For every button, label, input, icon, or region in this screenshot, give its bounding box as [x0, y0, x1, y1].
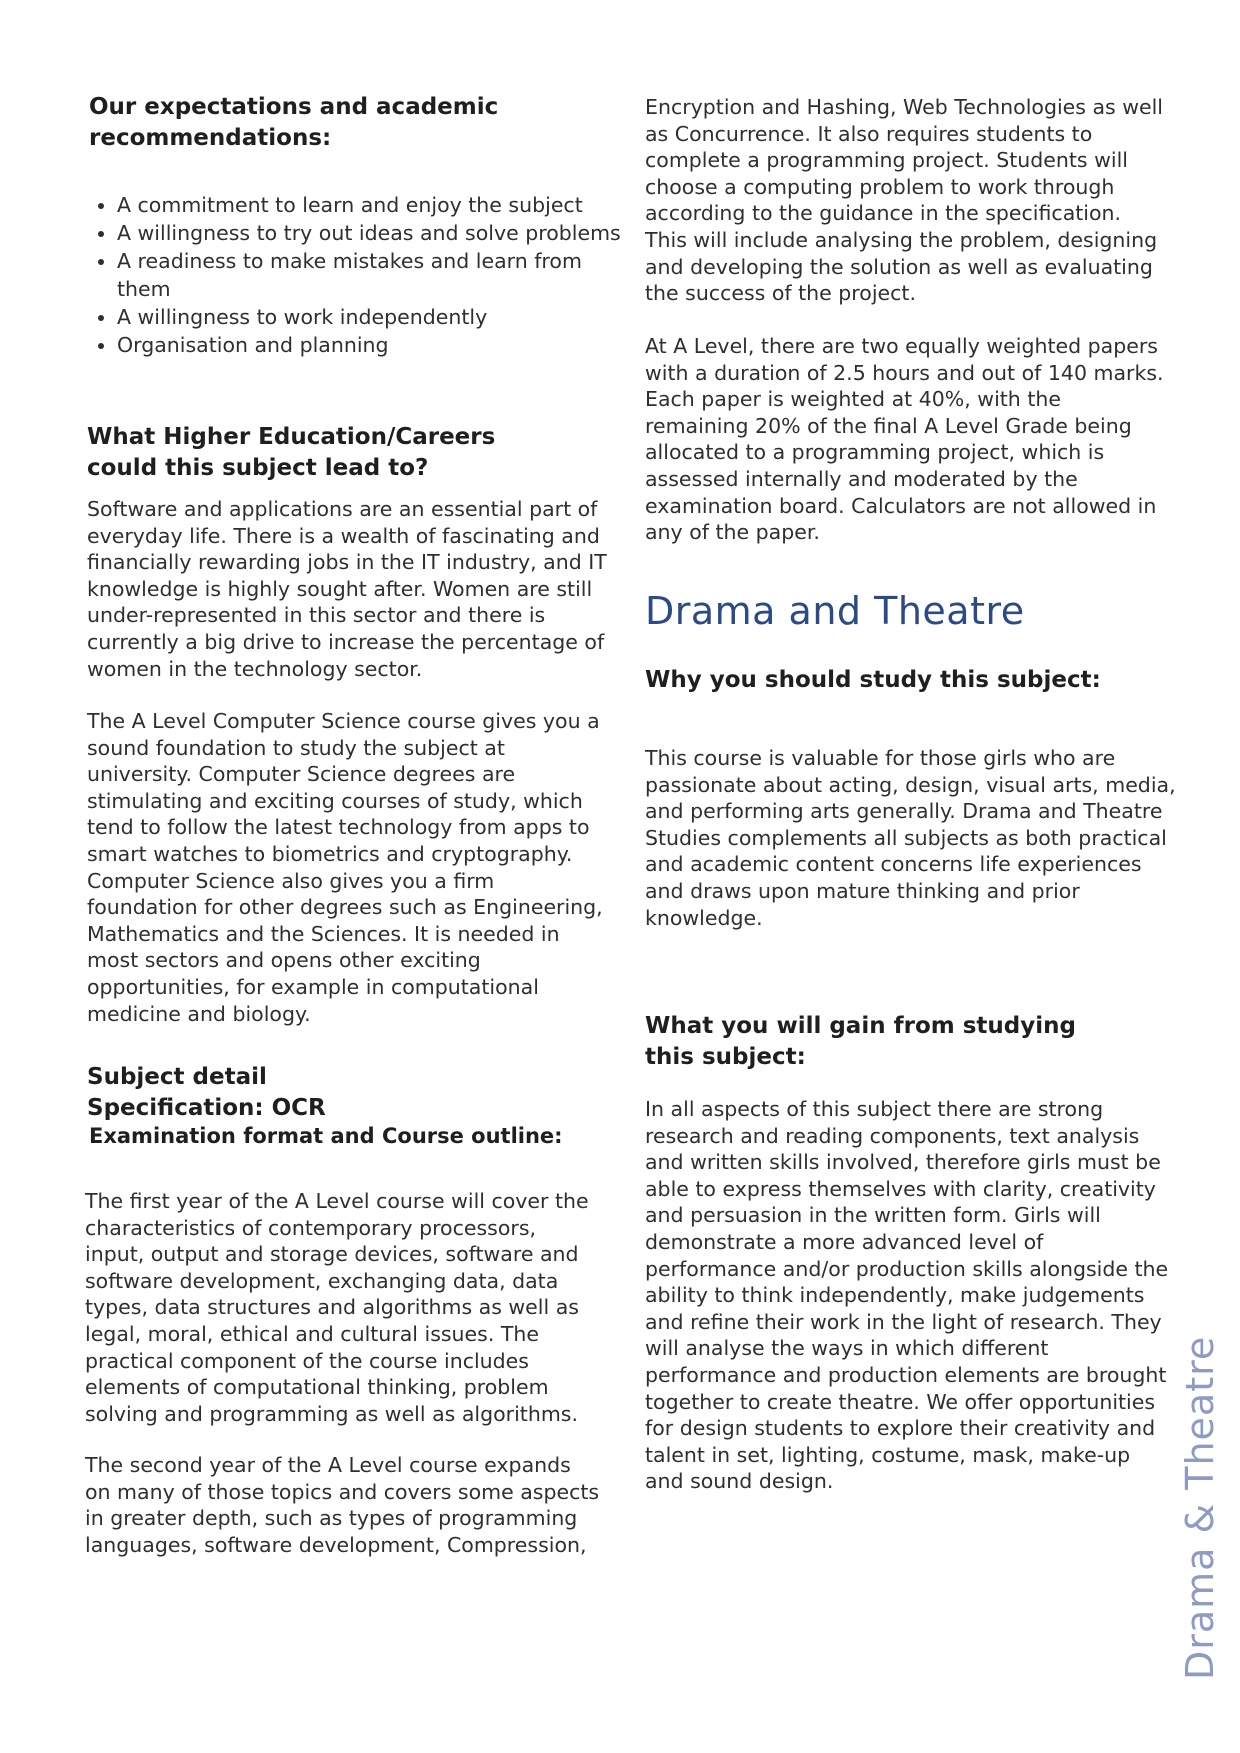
section-title: Drama and Theatre	[645, 589, 1025, 633]
expectations-list	[87, 191, 637, 359]
specification-heading: Specification: OCR	[87, 1095, 326, 1121]
detail-paragraph-2: The second year of the A Level course expands on many of those topics and covers some aspects in greater depth, such as types of programming languages, software development, Compression,	[85, 1453, 600, 1557]
list-item: • Organisation and planning	[117, 331, 637, 359]
list-item: • A commitment to learn and enjoy the subject	[117, 191, 637, 219]
side-section-label: Drama & Theatre	[1178, 1335, 1222, 1680]
list-item: • A readiness to make mistakes and learn from them	[117, 247, 637, 303]
exam-format-heading: Examination format and Course outline:	[89, 1124, 563, 1148]
list-item: • A willingness to work independently	[117, 303, 637, 331]
list-item: • A willingness to try out ideas and solve problems	[117, 219, 637, 247]
why-heading: Why you should study this subject:	[645, 667, 1101, 693]
why-paragraph: This course is valuable for those girls who are passionate about acting, design, visual arts, media, and performing arts generally. Drama and Theatre Studies complements all subjects as both practical and academic content concerns life experiences and draws upon mature thinking and prior knowledge.	[645, 746, 1176, 930]
careers-paragraph-1: Software and applications are an essential part of everyday life. There is a wealth of fascinating and financially rewarding jobs in the IT industry, and IT knowledge is highly sought after. Women are still under-represented in this sector and there is currently a big drive to increase the percentage of women in the technology sector.	[87, 497, 607, 681]
subject-detail-heading: Subject detail	[87, 1064, 267, 1090]
careers-heading: What Higher Education/Careers could this subject lead to?	[87, 424, 496, 481]
expectations-heading: Our expectations and academic recommendations:	[89, 94, 499, 151]
gain-heading: What you will gain from studying this subject:	[645, 1013, 1076, 1070]
continued-paragraph-2: At A Level, there are two equally weighted papers with a duration of 2.5 hours and out of 140 marks. Each paper is weighted at 40%, with the remaining 20% of the final A Level Grade being allocated to a programming project, which is assessed internally and moderated by the examination board. Calculators are not allowed in any of the paper.	[645, 334, 1164, 545]
continued-paragraph-1: Encryption and Hashing, Web Technologies as well as Concurrence. It also requires students to complete a programming project. Students will choose a computing problem to work through according to the guidance in the specification. This will include analysing the problem, designing and developing the solution as well as evaluating the success of the project.	[645, 95, 1163, 306]
gain-paragraph: In all aspects of this subject there are strong research and reading components, text analysis and written skills involved, therefore girls must be able to express themselves with clarity, creativity and persuasion in the written form. Girls will demonstrate a more advanced level of performance and/or production skills alongside the ability to think independently, make judgements and refine their work in the light of research. They will analyse the ways in which different performance and production elements are brought together to create theatre. We offer opportunities for design students to explore their creativity and talent in set, lighting, costume, mask, make-up and sound design.	[645, 1097, 1169, 1494]
detail-paragraph-1: The first year of the A Level course will cover the characteristics of contemporary processors, input, output and storage devices, software and software development, exchanging data, data types, data structures and algorithms as well as legal, moral, ethical and cultural issues. The practical component of the course includes elements of computational thinking, problem solving and programming as well as algorithms.	[85, 1189, 589, 1426]
careers-paragraph-2: The A Level Computer Science course gives you a sound foundation to study the subject at university. Computer Science degrees are stimulating and exciting courses of study, which tend to follow the latest technology from apps to smart watches to biometrics and cryptography. Computer Science also gives you a firm foundation for other degrees such as Engineering, Mathematics and the Sciences. It is needed in most sectors and opens other exciting opportunities, for example in computational medicine and biology.	[87, 709, 603, 1026]
